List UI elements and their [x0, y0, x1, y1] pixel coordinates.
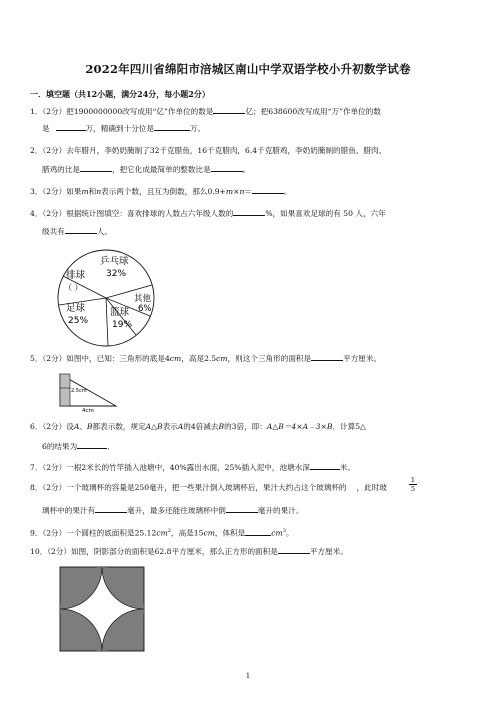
q6-text-e: 表示	[162, 422, 178, 431]
pie-value-qita: 6%	[138, 304, 152, 314]
q3-text-a: 3．（2分）如果	[30, 187, 82, 196]
question-8-line-2	[42, 504, 303, 516]
q2-blank-1[interactable]	[80, 163, 112, 172]
q8-text-d: 毫升，最多还能往玻璃杯中倒	[127, 506, 226, 515]
q5-unit-2: cm	[216, 354, 228, 363]
q9-text-c: ，体积是	[214, 528, 246, 538]
q6-formula: A△B＝4×A﹣3×B	[266, 422, 333, 431]
q5-text-c: ，则这个三角形的面积是	[227, 354, 312, 363]
q9-sup-3: 3	[282, 528, 286, 534]
q7-blank[interactable]	[310, 461, 340, 470]
q6-text-a: 6．（2分）设	[30, 422, 74, 431]
q9-unit-height: cm	[203, 528, 215, 538]
pie-value-pingpong: 32%	[106, 269, 127, 279]
question-8-line-1	[30, 483, 387, 493]
q8-text-c: 璃杯中的果汁有	[42, 506, 96, 515]
q3-text-c: 表示两个数，且互为倒数，那么0.9+	[101, 187, 226, 196]
q4-text-b: %，如果喜欢足球的有 50 人，六年	[265, 209, 386, 218]
q6-text-c: 都表示数，规定	[92, 422, 146, 431]
pie-label-qita: 其他	[134, 294, 152, 304]
q3-var-m: m	[81, 187, 89, 196]
q1-blank-3[interactable]	[154, 122, 190, 131]
q3-text-b: 和	[88, 187, 97, 196]
square-quarter-circles-figure	[59, 566, 145, 652]
question-3	[30, 185, 292, 197]
pie-value-paiqiu: （ ）	[64, 283, 83, 292]
section-heading: 一．填空题（共12小题，满分24分，每小题2分）	[30, 89, 210, 99]
q3-var-n: n	[96, 187, 102, 196]
q9-text-a: 9．（2分）一个圆柱的底面积是25.12	[30, 528, 157, 538]
question-7	[30, 461, 355, 473]
q5-unit-1: cm	[169, 354, 182, 363]
q5-text-b: ，高是2.5	[181, 354, 217, 363]
q9-blank[interactable]	[245, 527, 271, 536]
pie-label-lanqiu: 篮球	[110, 307, 130, 318]
q7-text-a: 7．（2分）一根2米长的竹竿插入池塘中，40%露出水面，25%插入泥中，池塘水深	[30, 463, 310, 472]
q9-text-b: ，高是15	[170, 528, 204, 538]
q8-numerator: 1	[410, 476, 416, 484]
q6-text-b: 、	[79, 422, 87, 431]
q6-text-g: 的4倍减去	[183, 422, 219, 431]
q4-blank-2[interactable]	[65, 225, 97, 234]
page-number: 1	[245, 672, 251, 680]
q4-blank-1[interactable]	[233, 207, 265, 216]
pie-label-paiqiu: 排球	[66, 270, 86, 281]
q3-var-n2: n	[239, 187, 245, 196]
q3-equals: ＝	[244, 187, 252, 196]
q6-text-l: 6的结果为	[42, 442, 78, 451]
q6-blank[interactable]	[77, 440, 107, 449]
triangle-shaded-strip	[60, 374, 70, 406]
q9-unit-volume: cm	[271, 528, 283, 538]
q2-text-b: 腊鸡的比是	[42, 165, 80, 174]
exam-title: 2022年四川省绵阳市涪城区南山中学双语学校小升初数学试卷	[85, 62, 411, 76]
question-4-line-1	[30, 207, 386, 219]
q2-text-a: 2．（2分）去年腊月，李奶奶腌制了32千克腊鱼，16千克腊肉，6.4千克腊鸡，李奶奶腌制的腊鱼、腊肉、	[30, 146, 387, 155]
q2-blank-2[interactable]	[211, 163, 243, 172]
q7-text-b: 米。	[339, 463, 356, 472]
q8-blank-1[interactable]	[95, 504, 127, 513]
triangle-base-label: 4cm	[82, 408, 94, 414]
question-6-line-1	[30, 422, 366, 432]
q8-text-a: 8．（2分）一个玻璃杯的容量是250毫升，把一些果汁倒入玻璃杯后，果汁大约占这个玻璃杯的	[30, 483, 347, 492]
q10-text-a: 10．（2分）如图，阴影部分的面积是62.8平方厘米，那么正方形的面积是	[30, 547, 278, 556]
q4-text-a: 4．（2分）根据统计图填空：喜欢排球的人数占六年级人数的	[30, 209, 234, 218]
q1-text-d: 万，精确到十分位是	[85, 124, 154, 133]
q4-text-c: 级共有	[42, 227, 65, 236]
q9-text-d: 。	[285, 528, 294, 538]
q5-text-d: 平方厘米。	[343, 354, 382, 363]
pie-chart-figure	[54, 247, 158, 349]
q1-blank-1[interactable]	[213, 105, 245, 114]
question-1-line-2	[42, 122, 205, 134]
q5-blank[interactable]	[311, 352, 343, 361]
q1-text-e: 万。	[189, 124, 206, 133]
q10-text-b: 平方厘米。	[309, 547, 348, 556]
q3-blank[interactable]	[252, 185, 284, 194]
question-9	[30, 526, 294, 539]
q9-unit-area: cm	[156, 528, 168, 538]
pie-label-pingpong: 乒乓球	[100, 256, 129, 267]
q6-text-m: ．	[107, 442, 115, 451]
q5-text-a: 5．（2分）如图中，已知：三角形的底是4	[30, 354, 170, 363]
q10-blank[interactable]	[278, 545, 310, 554]
q6-text-i: 的3倍，即：	[224, 422, 267, 431]
q2-text-c: ，把它化成最简单的整数比是	[111, 165, 211, 174]
question-2-line-1	[30, 146, 386, 156]
question-1-line-1	[30, 105, 381, 117]
question-10	[30, 545, 348, 557]
triangle-figure	[58, 370, 122, 414]
question-6-line-2	[42, 440, 115, 452]
q8-blank-2[interactable]	[226, 504, 258, 513]
q9-sup-2: 2	[167, 528, 171, 534]
q8-denominator: 5	[410, 485, 416, 493]
q6-var-b: B	[86, 422, 93, 431]
pie-label-zuqiu: 足球	[66, 303, 86, 314]
q6-var-a2: A	[177, 422, 184, 431]
question-2-line-2	[42, 163, 250, 175]
q4-text-d: 人。	[96, 227, 112, 236]
question-5	[30, 352, 381, 364]
pie-value-zuqiu: 25%	[68, 316, 89, 326]
pie-value-lanqiu: 19%	[112, 320, 133, 330]
q3-text-end: 。	[283, 187, 292, 196]
q8-text-e: 毫升的果汁。	[257, 506, 304, 515]
q6-var-a: A	[73, 422, 80, 431]
triangle-height-label: 2.5cm	[71, 388, 87, 394]
q1-text-b: 亿；把638600改写成用“万”作单位的数	[245, 107, 381, 116]
q2-text-d: 。	[242, 165, 251, 174]
q3-var-m2: m	[225, 187, 234, 196]
q3-times: ×	[233, 187, 240, 196]
q1-text-a: 1．（2分）把1900000000改写成用“亿”作单位的数是	[30, 107, 214, 116]
q8-fraction	[409, 477, 417, 493]
q6-op: A△B	[145, 422, 163, 431]
q1-blank-2[interactable]	[56, 122, 86, 131]
q6-var-b2: B	[218, 422, 225, 431]
q6-text-k: ．计算5△	[332, 422, 366, 431]
question-4-line-2	[42, 225, 112, 237]
q8-text-b: ，此时玻	[356, 483, 387, 492]
q1-text-c: 是	[42, 124, 50, 133]
